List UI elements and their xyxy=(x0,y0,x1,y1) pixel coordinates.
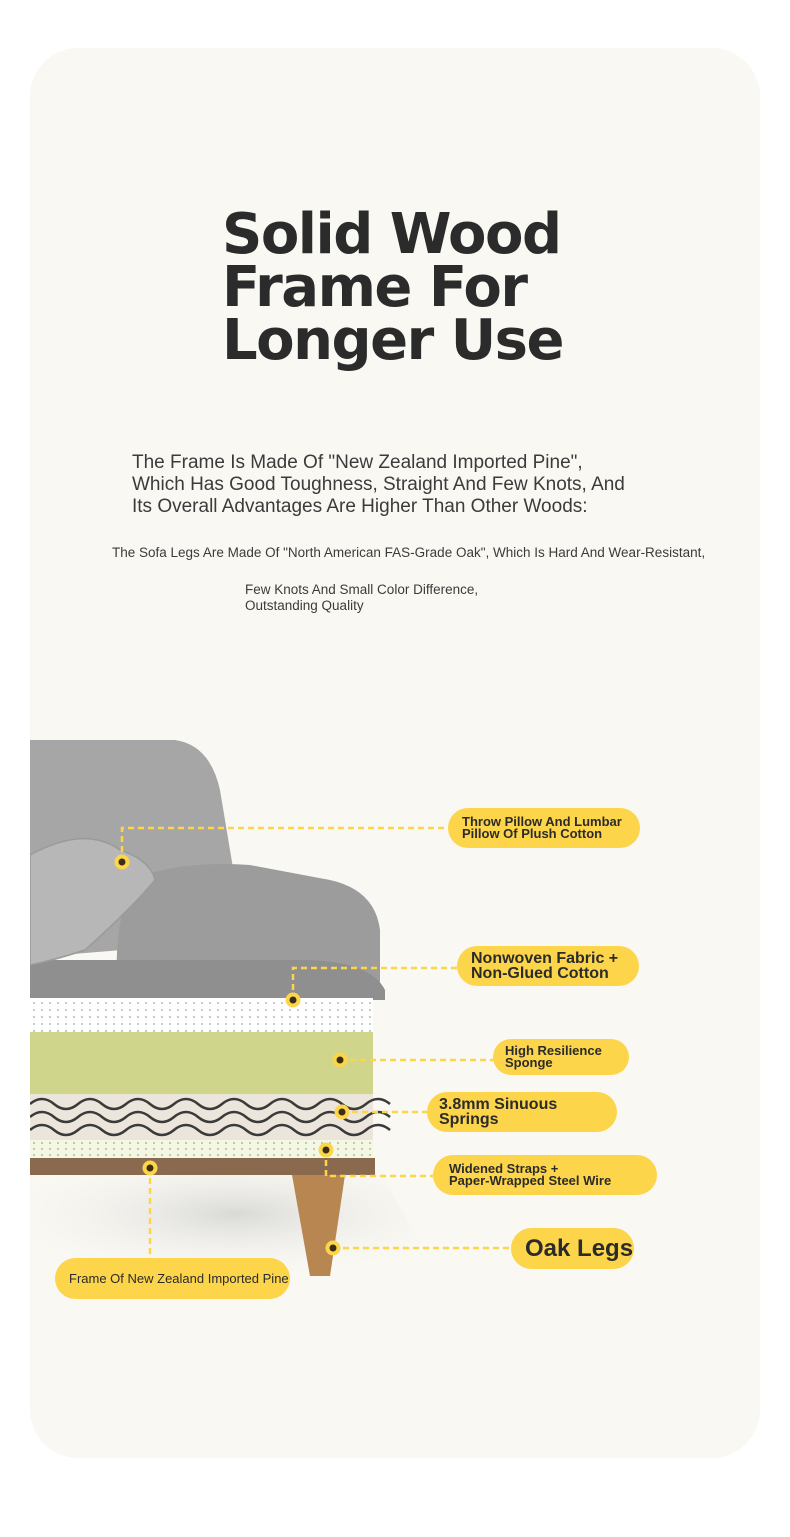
springs-marker xyxy=(337,1107,348,1118)
sofa-armrest xyxy=(30,960,385,1000)
legs-description: The Sofa Legs Are Made Of "North American FAS-Grade Oak", Which Is Hard And Wear-Resistant, xyxy=(112,545,706,560)
quality-line-1: Few Knots And Small Color Difference, xyxy=(245,582,479,597)
callout-springs-line-2: Springs xyxy=(439,1111,499,1128)
callout-legs xyxy=(511,1228,634,1269)
callout-frame-label: Frame Of New Zealand Imported Pine xyxy=(69,1270,289,1286)
frame-description-line-1: The Frame Is Made Of "New Zealand Imported Pine", xyxy=(132,452,583,473)
frame-marker xyxy=(145,1163,156,1174)
frame-description-line-3: Its Overall Advantages Are Higher Than Other Woods: xyxy=(132,496,588,517)
quality-line-2: Outstanding Quality xyxy=(245,598,364,613)
callout-pillow-line-2: Pillow Of Plush Cotton xyxy=(462,826,603,841)
title-line-2: Frame For xyxy=(222,255,527,320)
sponge-marker xyxy=(335,1055,346,1066)
fabric-marker xyxy=(288,995,299,1006)
callout-springs-line-1: 3.8mm Sinuous xyxy=(439,1096,558,1113)
callout-springs xyxy=(427,1092,617,1132)
callout-frame xyxy=(55,1258,290,1299)
callout-pillow-line-1: Throw Pillow And Lumbar xyxy=(462,814,622,829)
frame-description-line-2: Which Has Good Toughness, Straight And Few Knots, And xyxy=(132,474,625,495)
straps-marker xyxy=(321,1145,332,1156)
callout-straps-line-1: Widened Straps + xyxy=(449,1161,559,1176)
pine-frame xyxy=(30,1158,375,1175)
title-line-1: Solid Wood xyxy=(222,202,561,267)
callout-pillow xyxy=(448,808,640,848)
title-line-3: Longer Use xyxy=(222,308,563,373)
legs-marker xyxy=(328,1243,339,1254)
callout-straps-line-2: Paper-Wrapped Steel Wire xyxy=(449,1173,612,1188)
pillow-marker xyxy=(117,857,128,868)
callout-legs-label: Oak Legs xyxy=(525,1234,634,1262)
fabric-layer-dots xyxy=(30,998,373,1032)
callout-sponge-line-1: High Resilience xyxy=(505,1043,602,1058)
callout-fabric-line-1: Nonwoven Fabric + xyxy=(471,950,619,967)
callout-sponge xyxy=(493,1039,629,1075)
callout-fabric xyxy=(457,946,639,986)
sponge-layer xyxy=(30,1032,373,1094)
callout-sponge-line-2: Sponge xyxy=(505,1055,553,1070)
callout-fabric-line-2: Non-Glued Cotton xyxy=(471,965,609,982)
callout-straps xyxy=(433,1155,657,1195)
